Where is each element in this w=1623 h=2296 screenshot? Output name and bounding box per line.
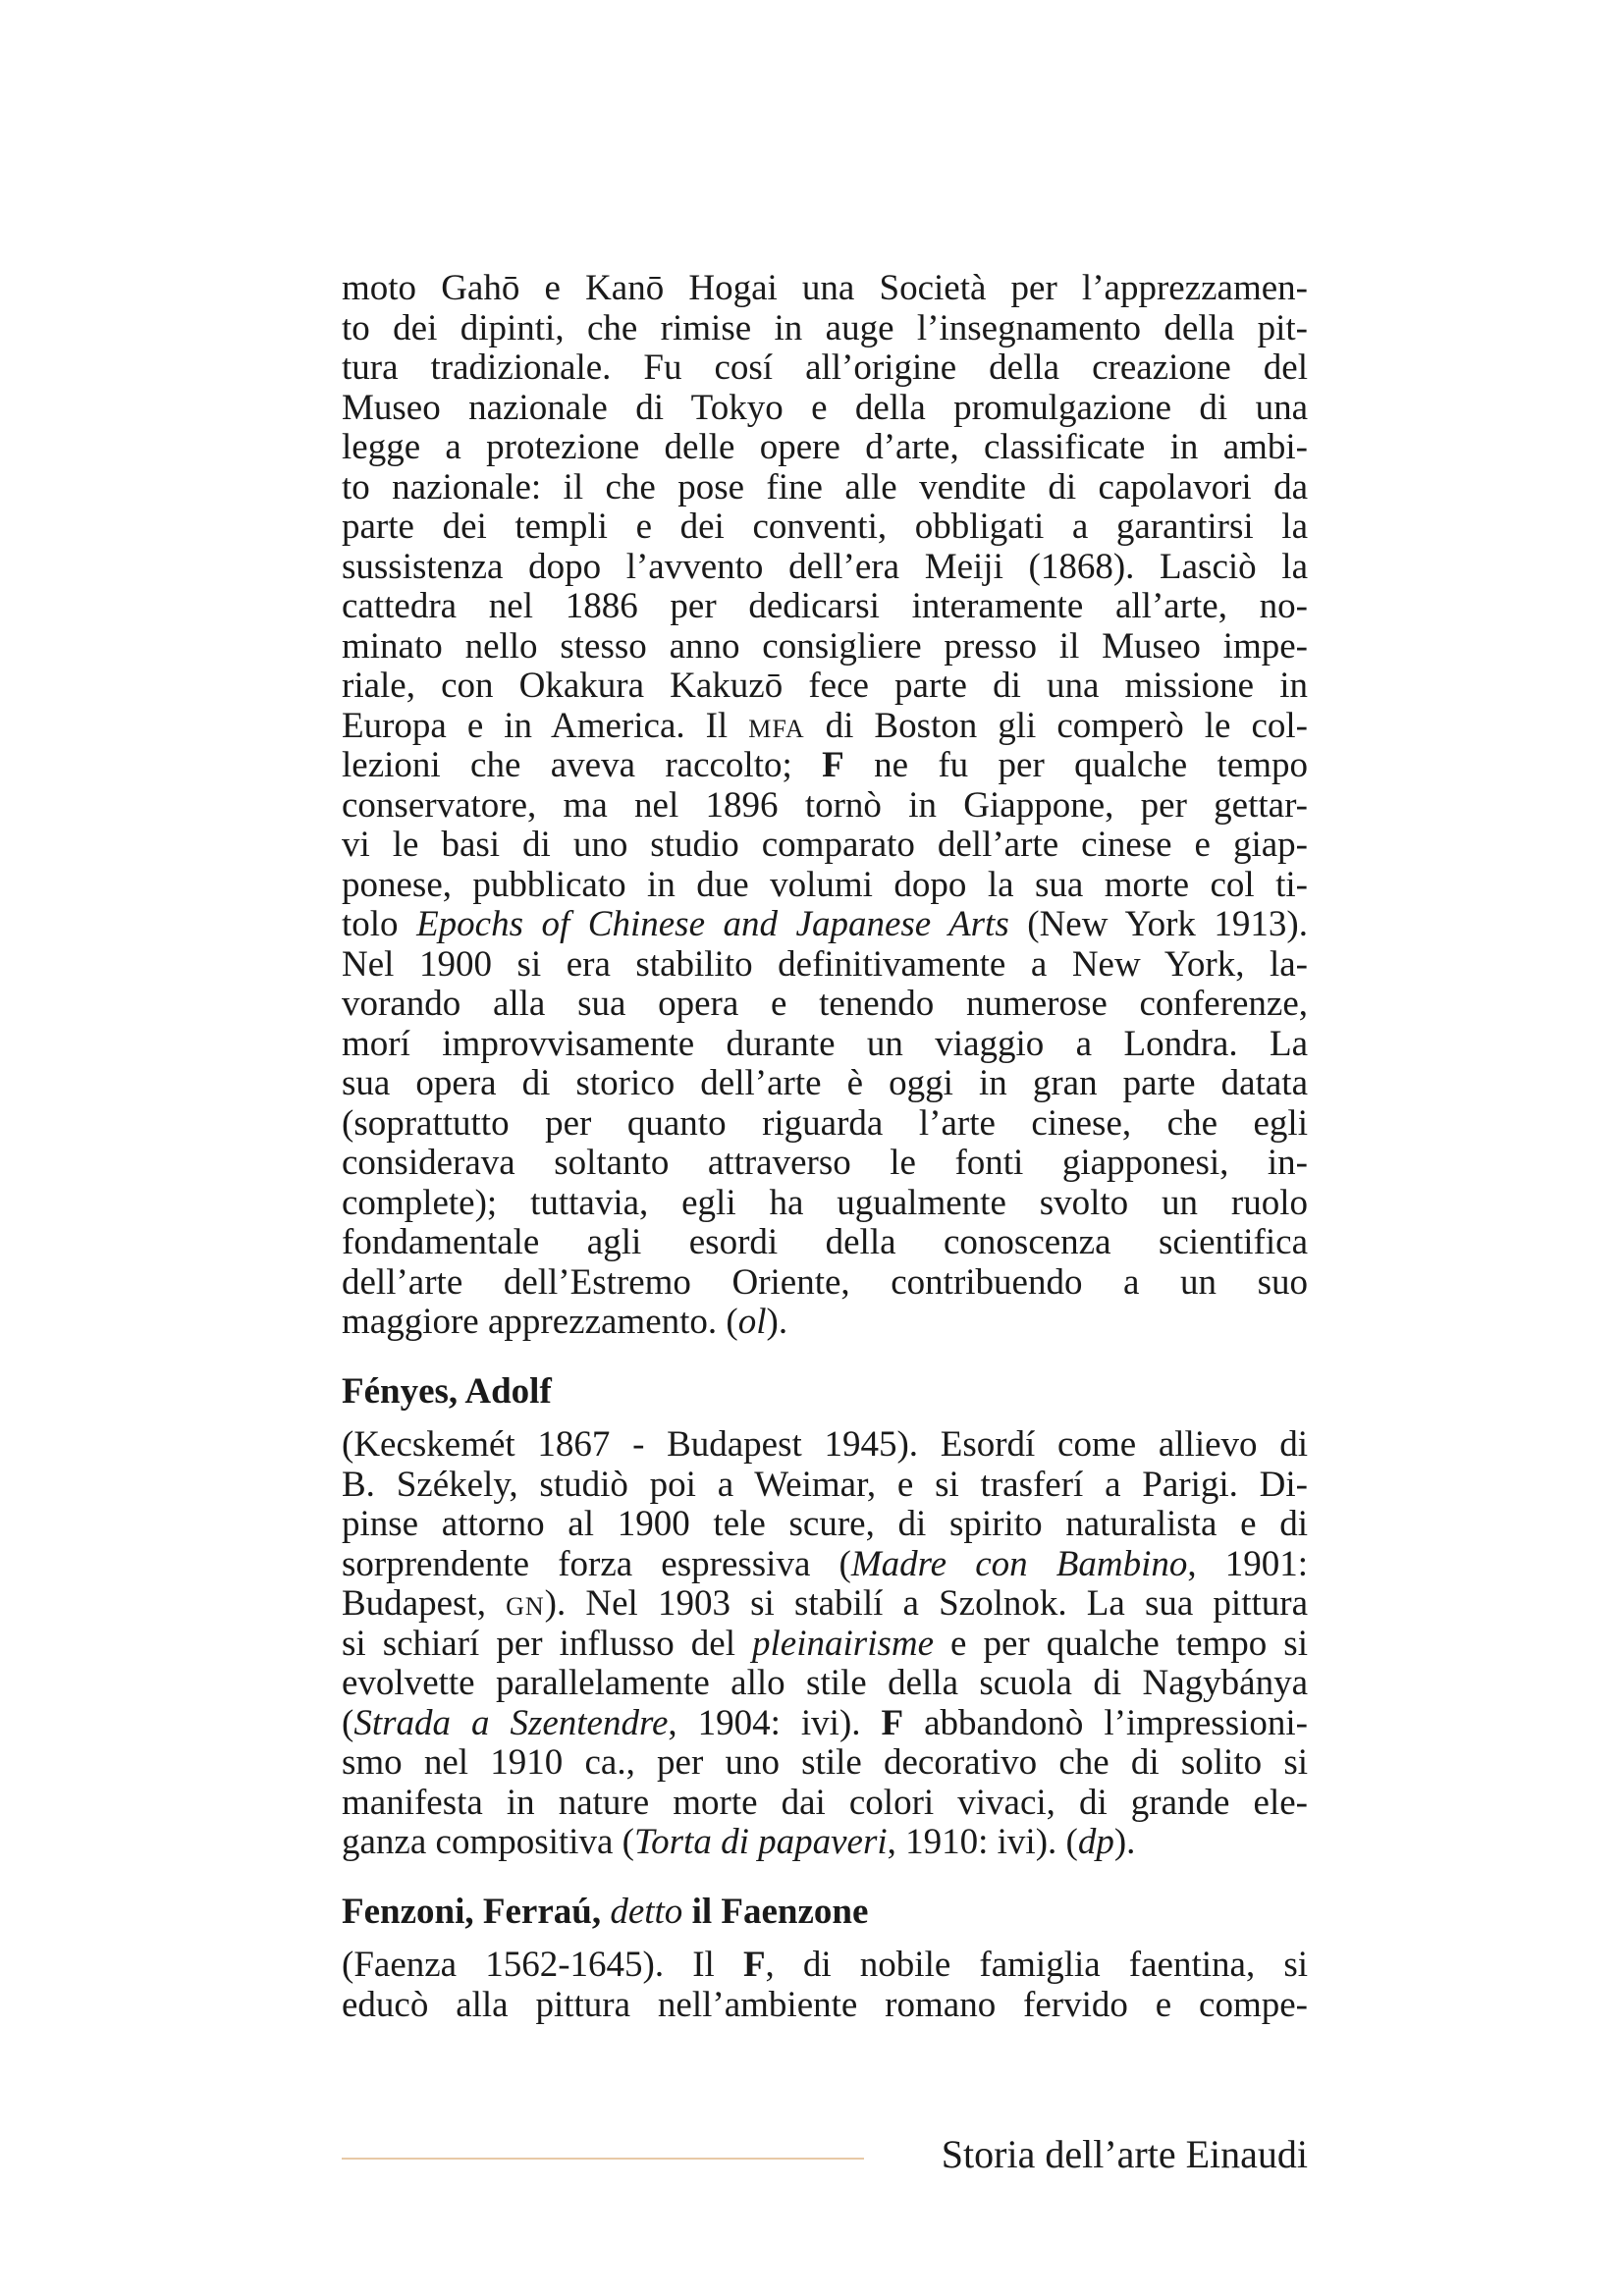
text-line: considerava soltanto attraverso le fonti giapponesi, in- (342, 1144, 1308, 1183)
text-column (342, 269, 1308, 2025)
text-line: complete); tuttavia, egli ha ugualmente svolto un ruolo (342, 1183, 1308, 1223)
text-line: maggiore apprezzamento. (ol). (342, 1303, 788, 1342)
text-line: smo nel 1910 ca., per uno stile decorativo che di solito si (342, 1743, 1308, 1783)
text-line: Europa e in America. Il MFA di Boston gli comperò le col- (342, 706, 1308, 746)
text-line: Budapest, GN). Nel 1903 si stabilí a Szolnok. La sua pittura (342, 1584, 1308, 1624)
text-line: lezioni che aveva raccolto; F ne fu per qualche tempo (342, 746, 1308, 785)
text-line: pinse attorno al 1900 tele scure, di spirito naturalista e di (342, 1505, 1308, 1544)
text-line: conservatore, ma nel 1896 tornò in Giappone, per gettar- (342, 785, 1308, 826)
text-line: (Strada a Szentendre, 1904: ivi). F abbandonò l’impressioni- (342, 1703, 1308, 1743)
subject-initial: F (822, 746, 844, 785)
text-line: Nel 1900 si era stabilito definitivamente a New York, la- (342, 944, 1308, 985)
text-line: ganza compositiva (Torta di papaveri, 1910: ivi). (dp). (342, 1823, 1136, 1862)
text-line: morí improvvisamente durante un viaggio a Londra. La (342, 1024, 1308, 1064)
entry-heading-fenzoni: Fenzoni, Ferraú, detto il Faenzone (342, 1891, 869, 1932)
text-line: ponese, pubblicato in due volumi dopo la sua morte col ti- (342, 865, 1308, 905)
text-line: parte dei templi e dei conventi, obbligati a garantirsi la (342, 507, 1308, 547)
text-line: tura tradizionale. Fu cosí all’origine della creazione del (342, 348, 1308, 388)
text-line: vorando alla sua opera e tenendo numerose conferenze, (342, 985, 1308, 1024)
subject-initial: F (881, 1703, 904, 1743)
text-line: moto Gahō e Kanō Hogai una Società per l’apprezzamen- (342, 269, 1308, 308)
text-line: sua opera di storico dell’arte è oggi in gran parte datata (342, 1064, 1308, 1103)
text-line: (Faenza 1562-1645). Il F, di nobile famiglia faentina, si (342, 1946, 1308, 1985)
text-line: sussistenza dopo l’avvento dell’era Meiji (1868). Lasciò la (342, 547, 1308, 587)
text-line: minato nello stesso anno consigliere presso il Museo impe- (342, 626, 1308, 667)
text-line: si schiarí per influsso del pleinairisme e per qualche tempo si (342, 1624, 1308, 1664)
work-title: Strada a Szentendre (353, 1703, 669, 1743)
work-title: Torta di papaveri (633, 1823, 888, 1862)
text-line: legge a protezione delle opere d’arte, classificate in ambi- (342, 428, 1308, 467)
work-title: Madre con Bambino (850, 1544, 1188, 1584)
text-line: to dei dipinti, che rimise in auge l’insegnamento della pit- (342, 308, 1308, 348)
entry-body-fenyes (342, 1425, 1308, 1863)
text-line: dell’arte dell’Estremo Oriente, contribuendo a un suo (342, 1262, 1308, 1303)
author-initials: dp (1077, 1823, 1114, 1862)
abbrev-gn: GN (506, 1592, 545, 1621)
text-line: to nazionale: il che pose fine alle vendite di capolavori da (342, 467, 1308, 507)
paragraph-continuation (342, 269, 1308, 1343)
footer-title: Storia dell’arte Einaudi (941, 2132, 1308, 2176)
term-italic: pleinairisme (752, 1624, 935, 1664)
abbrev-mfa: MFA (748, 714, 805, 743)
entry-body-fenzoni (342, 1946, 1308, 2025)
entry-heading-fenyes: Fényes, Adolf (342, 1370, 552, 1412)
text-line: riale, con Okakura Kakuzō fece parte di una missione in (342, 667, 1308, 706)
text-line: manifesta in nature morte dai colori vivaci, di grande ele- (342, 1783, 1308, 1823)
text-line: vi le basi di uno studio comparato dell’arte cinese e giap- (342, 826, 1308, 865)
footer-rule (342, 2158, 864, 2160)
author-initials: ol (737, 1303, 767, 1342)
text-line: sorprendente forza espressiva (Madre con Bambino, 1901: (342, 1544, 1308, 1584)
work-title: Epochs of Chinese and Japanese Arts (416, 905, 1009, 944)
text-line: cattedra nel 1886 per dedicarsi interamente all’arte, no- (342, 587, 1308, 626)
text-line: (Kecskemét 1867 - Budapest 1945). Esordí come allievo di (342, 1425, 1308, 1465)
text-line: B. Székely, studiò poi a Weimar, e si trasferí a Parigi. Di- (342, 1465, 1308, 1505)
text-line: (soprattutto per quanto riguarda l’arte cinese, che egli (342, 1103, 1308, 1144)
text-line: evolvette parallelamente allo stile della scuola di Nagybánya (342, 1664, 1308, 1703)
text-line: educò alla pittura nell’ambiente romano fervido e compe- (342, 1985, 1308, 2025)
subject-initial: F (742, 1946, 766, 1985)
text-line: Museo nazionale di Tokyo e della promulgazione di una (342, 388, 1308, 428)
text-line: tolo Epochs of Chinese and Japanese Arts (New York 1913). (342, 905, 1308, 944)
page-footer (342, 2130, 1308, 2179)
text-line: fondamentale agli esordi della conoscenza scientifica (342, 1223, 1308, 1262)
